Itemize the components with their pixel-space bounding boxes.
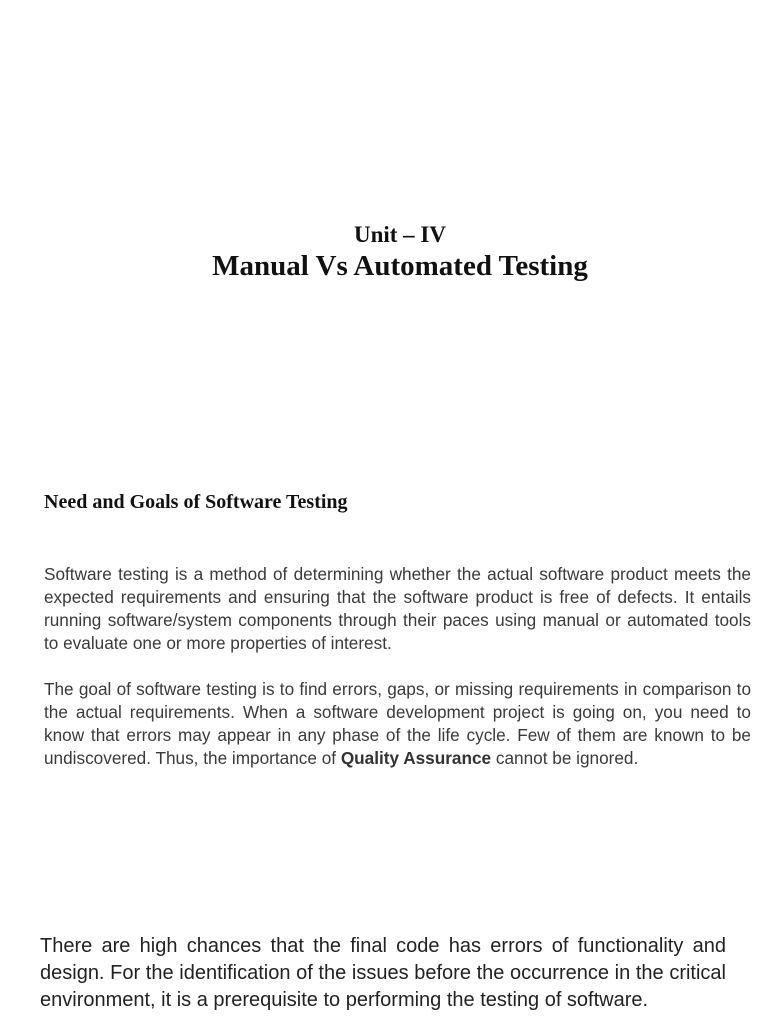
unit-label: Unit – IV xyxy=(353,222,446,247)
page-title: Manual Vs Automated Testing xyxy=(212,250,588,282)
paragraph-error-chances: There are high chances that the final code has errors of functionality and design. For the identification of the issues before the occurrence in the critical environment, it is a prerequisite to performing the testing of software. xyxy=(40,935,726,1011)
paragraph-testing-goal xyxy=(44,678,751,770)
paragraph-software-testing-definition: Software testing is a method of determining whether the actual software product meets the expected requirements and ensuring that the software product is free of defects. It entails running software/system components through their paces using manual or automated tools to evaluate one or more properties of interest. xyxy=(44,564,751,653)
paragraph-testing-goal-ending: cannot be ignored. xyxy=(491,748,639,768)
quality-assurance-emphasis: Quality Assurance xyxy=(340,748,492,768)
section-heading: Need and Goals of Software Testing xyxy=(44,491,348,513)
paragraph-testing-goal-text: The goal of software testing is to find errors, gaps, or missing requirements in comparison to the actual requirements. When a software development project is going on, you need to know that errors may appear in any phase of the life cycle. Few of them are known to be undiscovered. Thus, the importance of xyxy=(44,679,751,768)
